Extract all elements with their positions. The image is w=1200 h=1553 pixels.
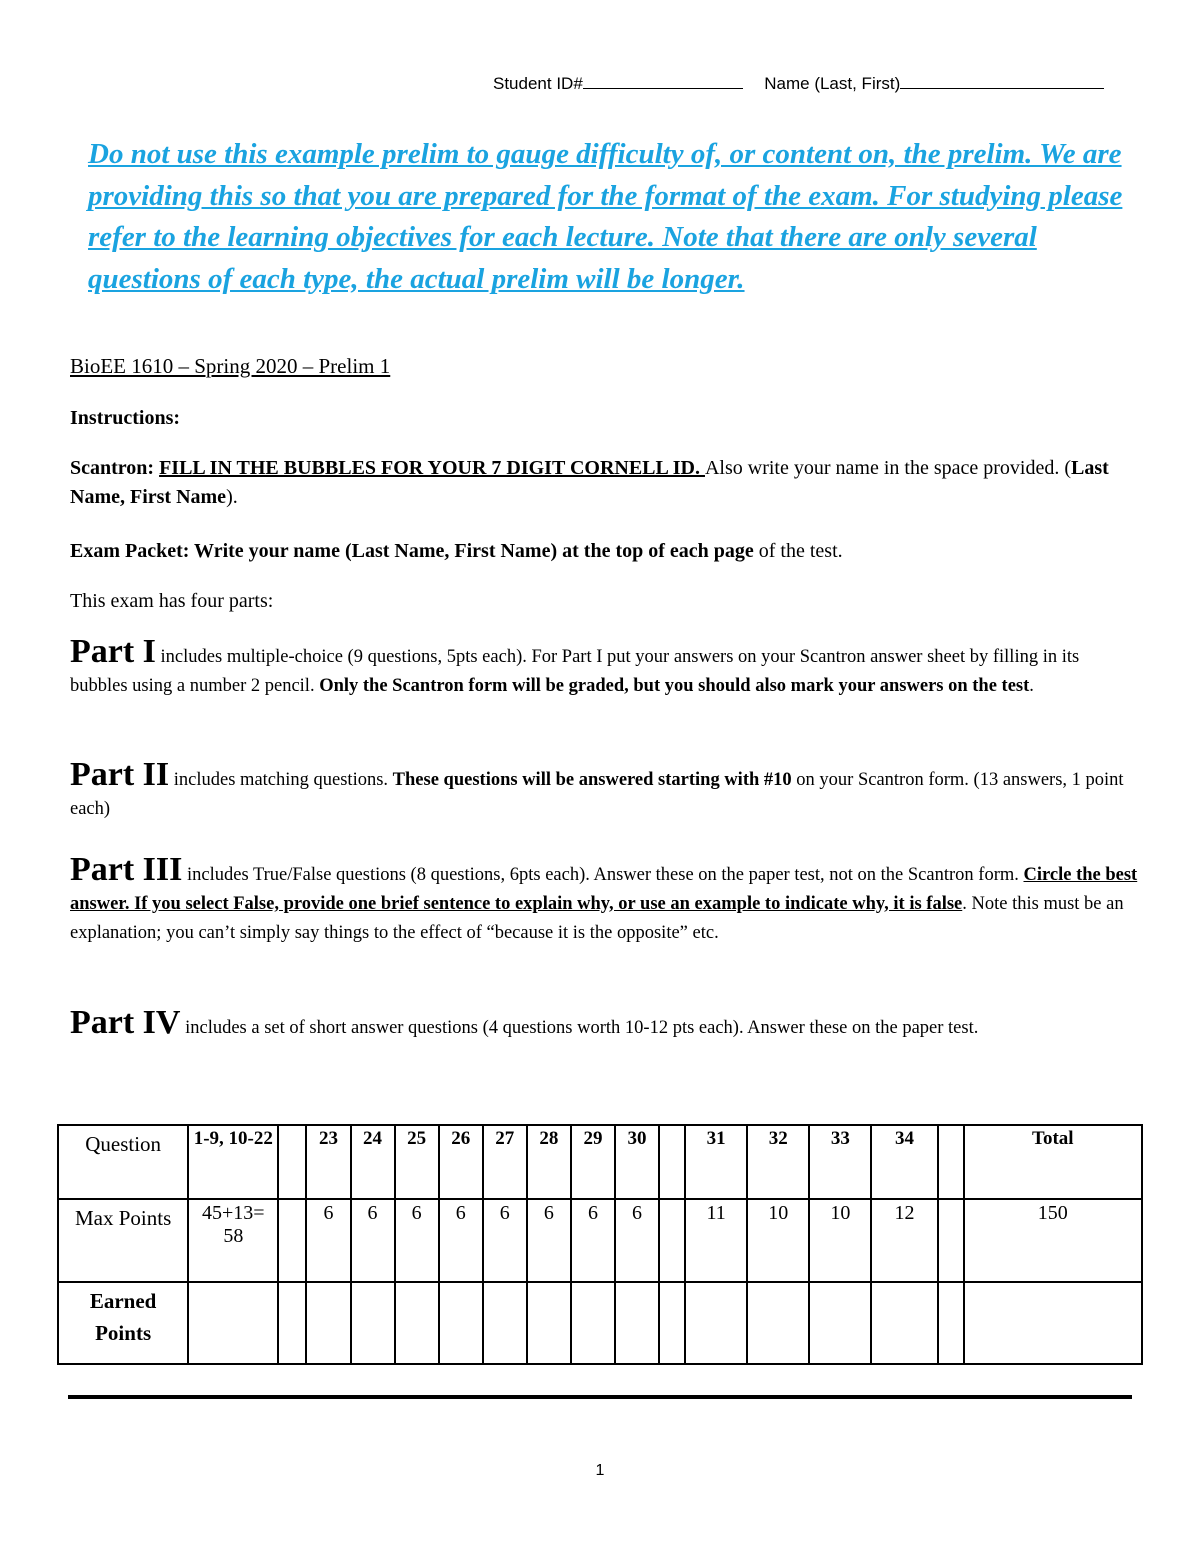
max-points-cell: 11	[685, 1199, 747, 1282]
earned-points-cell[interactable]	[188, 1282, 278, 1364]
earned-points-cell[interactable]	[306, 1282, 350, 1364]
earned-points-cell[interactable]	[351, 1282, 395, 1364]
packet-text: of the test.	[753, 540, 843, 562]
part-2-end: on your Scantron form. (13 answers, 1 point each)	[70, 770, 1124, 819]
max-points-cell: 6	[527, 1199, 571, 1282]
part-1-bold: Only the Scantron form will be graded, but you should also mark your answers on the test	[319, 676, 1030, 696]
question-cell: 1-9, 10-22	[188, 1125, 278, 1199]
scantron-label: Scantron:	[70, 457, 160, 479]
max-points-cell: 10	[747, 1199, 809, 1282]
exam-intro: This exam has four parts:	[70, 590, 274, 612]
name-blank[interactable]	[900, 74, 1104, 89]
part-3-bold-instruction: Circle the best answer. If you select False, provide one brief sentence to explain why, or use an example to indicate why, it is false	[70, 865, 1138, 914]
earned-points-cell[interactable]	[571, 1282, 615, 1364]
earned-points-cell[interactable]	[483, 1282, 527, 1364]
part-2-heading: Part II	[70, 756, 170, 793]
student-header	[493, 74, 1104, 94]
earned-points-cell[interactable]	[527, 1282, 571, 1364]
earned-points-cell[interactable]	[439, 1282, 483, 1364]
part-3-description	[70, 851, 1140, 948]
instructions-label: Instructions:	[70, 407, 181, 429]
question-cell: 28	[527, 1125, 571, 1199]
part-3-text: includes True/False questions (8 questions, 6pts each). Answer these on the paper test, not on the Scantron form.	[182, 865, 1024, 885]
max-points-cell: 6	[571, 1199, 615, 1282]
question-cell	[938, 1125, 964, 1199]
part-4-description	[70, 1004, 1140, 1043]
scantron-text: Also write your name in the space provided. (	[704, 457, 1071, 479]
max-points-cell: 45+13= 58	[188, 1199, 278, 1282]
score-table	[57, 1124, 1143, 1365]
max-points-cell: 6	[395, 1199, 439, 1282]
total-header: Total	[964, 1125, 1142, 1199]
earned-points-cell[interactable]	[659, 1282, 685, 1364]
max-points-cell: 6	[306, 1199, 350, 1282]
earned-points-cell[interactable]	[809, 1282, 871, 1364]
part-4-heading: Part IV	[70, 1004, 181, 1041]
earned-points-cell[interactable]	[395, 1282, 439, 1364]
earned-points-cell[interactable]	[747, 1282, 809, 1364]
question-cell: 23	[306, 1125, 350, 1199]
max-points-cell	[278, 1199, 306, 1282]
question-cell: 31	[685, 1125, 747, 1199]
earned-points-cell[interactable]	[871, 1282, 937, 1364]
earned-points-cell[interactable]	[615, 1282, 659, 1364]
max-points-cell	[659, 1199, 685, 1282]
name-label: Name (Last, First)	[764, 74, 901, 93]
packet-bold: Exam Packet: Write your name (Last Name, First Name) at the top of each page	[70, 540, 754, 562]
question-cell: 32	[747, 1125, 809, 1199]
question-cell	[278, 1125, 306, 1199]
part-1-description	[70, 633, 1140, 701]
question-cell: 27	[483, 1125, 527, 1199]
question-row-label: Question	[58, 1125, 188, 1199]
part-2-bold: These questions will be answered starting with #10	[392, 770, 792, 790]
question-cell	[659, 1125, 685, 1199]
scantron-name-format: Last Name, First Name	[70, 457, 1109, 508]
max-points-cell	[938, 1199, 964, 1282]
packet-instructions	[70, 537, 1135, 566]
part-2-text: includes matching questions.	[169, 770, 393, 790]
part-3-end: . Note this must be an explanation; you can’t simply say things to the effect of “because it is the opposite” etc.	[70, 894, 1124, 943]
max-points-cell: 10	[809, 1199, 871, 1282]
student-id-blank[interactable]	[583, 74, 743, 89]
page-number: 1	[595, 1462, 605, 1479]
instructions-heading	[70, 404, 1135, 433]
part-3-heading: Part III	[70, 851, 183, 888]
max-points-row-label: Max Points	[58, 1199, 188, 1282]
max-points-total: 150	[964, 1199, 1142, 1282]
question-cell: 29	[571, 1125, 615, 1199]
earned-points-cell[interactable]	[938, 1282, 964, 1364]
part-1-end: .	[1029, 676, 1034, 696]
warning-notice: Do not use this example prelim to gauge difficulty of, or content on, the prelim. We are providing this so that you are prepared for the format of the exam. For studying please refer to the learning objectives for each lecture. Note that there are only several questions of each type, the actual prelim will be longer.	[88, 138, 1123, 295]
exam-title: BioEE 1610 – Spring 2020 – Prelim 1	[70, 354, 391, 378]
question-row	[58, 1125, 1142, 1199]
part-4-text: includes a set of short answer questions (4 questions worth 10-12 pts each). Answer these on the paper test.	[180, 1018, 979, 1038]
max-points-cell: 6	[615, 1199, 659, 1282]
part-2-description	[70, 756, 1140, 824]
student-id-label: Student ID#	[493, 74, 583, 93]
question-cell: 34	[871, 1125, 937, 1199]
max-points-cell: 12	[871, 1199, 937, 1282]
question-cell: 33	[809, 1125, 871, 1199]
part-1-heading: Part I	[70, 633, 156, 670]
earned-points-row-label: Earned Points	[58, 1282, 188, 1364]
scantron-text-end: ).	[226, 486, 238, 508]
question-cell: 24	[351, 1125, 395, 1199]
question-cell: 25	[395, 1125, 439, 1199]
max-points-cell: 6	[483, 1199, 527, 1282]
earned-points-row	[58, 1282, 1142, 1364]
earned-points-cell[interactable]	[685, 1282, 747, 1364]
max-points-cell: 6	[351, 1199, 395, 1282]
question-cell: 26	[439, 1125, 483, 1199]
scantron-id-instruction: FILL IN THE BUBBLES FOR YOUR 7 DIGIT CORNELL ID.	[159, 457, 705, 479]
earned-points-cell[interactable]	[278, 1282, 306, 1364]
earned-points-total[interactable]	[964, 1282, 1142, 1364]
question-cell: 30	[615, 1125, 659, 1199]
max-points-row	[58, 1199, 1142, 1282]
footer-rule	[68, 1395, 1132, 1399]
max-points-cell: 6	[439, 1199, 483, 1282]
scantron-instructions	[70, 454, 1135, 512]
part-1-text: includes multiple-choice (9 questions, 5pts each). For Part I put your answers on your Scantron answer sheet by filling in its bubbles using a number 2 pencil.	[70, 647, 1080, 696]
